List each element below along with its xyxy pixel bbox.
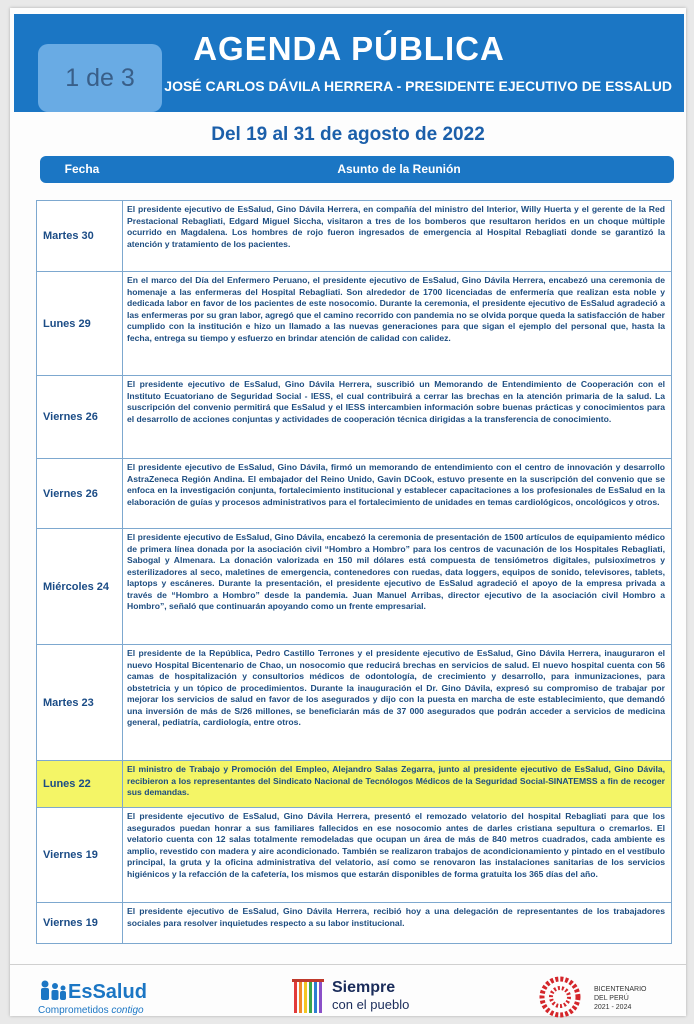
page-title: AGENDA PÚBLICA <box>193 30 505 67</box>
essalud-tagline: Comprometidos contigo <box>38 1005 144 1016</box>
bicentenario-logo <box>538 975 678 1017</box>
column-header-date: Fecha <box>64 162 100 176</box>
essalud-logo <box>38 979 188 1015</box>
row-date: Lunes 29 <box>37 272 123 375</box>
row-description: El presidente ejecutivo de EsSalud, Gino Dávila, firmó un memorando de entendimiento con el centro de innovación y desarrollo AstraZeneca Región Andina. El embajador del Reino Unido, Gavin DCook, estuvo presente en la suscripción del convenio que se enfoca en la investigación conjunta, fortalecimiento institucional y establecer capacitaciones a los profesionales de EsSalud en la elaboración de guías y procesos administrativos para el fortalecimiento de unidades en temas cardiológicos, oncológicos y otros. <box>127 462 665 507</box>
row-date: Viernes 19 <box>37 903 123 943</box>
table-row <box>37 903 671 943</box>
table-row <box>37 529 671 645</box>
agenda-table <box>36 200 672 944</box>
ribbon-stripes-icon <box>292 977 328 1015</box>
table-header <box>40 156 674 183</box>
siempre-con-el-pueblo-logo <box>292 975 432 1017</box>
table-row <box>37 201 671 272</box>
document-page <box>10 8 686 1016</box>
page-subtitle: JOSÉ CARLOS DÁVILA HERRERA - PRESIDENTE EJECUTIVO DE ESSALUD <box>164 78 672 94</box>
table-row <box>37 808 671 903</box>
siempre-line2: con el pueblo <box>332 997 410 1012</box>
row-description: El presidente ejecutivo de EsSalud, Gino Dávila, encabezó la ceremonia de presentación de 1500 artículos de equipamiento médico de primera línea donada por la asociación civil “Hombro a Hombro” para los centros de vacunación de los Hospitales Rebagliati, Sabogal y Almenara. La donación valorizada en 150 mil dólares está compuesta de tensiómetros digitales, pulsioxímetros y esterilizadores al seco, maletines de emergencia, contenedores con ruedas, data loggers, equipos de sonido, televisores, tablets, laptops y escáneres. Durante la presentación, el presidente ejecutivo de EsSalud agradeció el apoyo de la empresa privada a través de “Hombro a Hombro” desde la pandemia. Juan Manuel Arribas, director ejecutivo de la asociación civil Hombro a Hombro”, señaló que continuarán apoyando como un frente empresarial. <box>127 532 665 612</box>
column-header-subject: Asunto de la Reunión <box>337 162 461 176</box>
table-row <box>37 272 671 376</box>
table-row <box>37 376 671 459</box>
row-date: Miércoles 24 <box>37 529 123 644</box>
essalud-brand: EsSalud <box>68 981 147 1003</box>
row-description: En el marco del Día del Enfermero Peruano, el presidente ejecutivo de EsSalud, Gino Dávila Herrera, encabezó una ceremonia de homenaje a las enfermeras del Hospital Rebagliati. Son alrededor de 1700 licenciadas de enfermería que realizan esta noble y dedicada labor en favor de los pacientes de este nosocomio. Durante la ceremonia, el presidente ejecutivo de EsSalud agradeció a las enfermeras por su gran labor, agregó que el camino recorrido con pandemia no se olvida porque queda la satisfacción de haber cumplido con la institución e hizo un llamado a las nuevas generaciones para que sigan el ejemplo del personal que, hasta la fecha, entrega su tiempo y esfuerzo en brindar atención de calidad con calidez. <box>127 275 665 343</box>
row-description: El presidente ejecutivo de EsSalud, Gino Dávila Herrera, presentó el remozado velatorio del hospital Rebagliati para que los asegurados puedan honrar a sus familiares fallecidos en ese nosocomio antes de darles cristiana sepultura o cremarlos. El velatorio cuenta con 12 salas totalmente remodeladas que ocupan un área de más de 840 metros cuadrados, cada ambiente es amplio, revestido con madera y aire acondicionado. También se realizaron trabajos de acondicionamiento y pintado en el vestíbulo principal, la gruta y la oficina administrativa del velatorio, así como se renovaron las instalaciones sanitarias de los servicios higiénicos y la refacción de la cafetería, los mismos que estarán disponibles de forma gratuita los 365 días del año. <box>127 811 665 879</box>
row-date: Viernes 26 <box>37 376 123 458</box>
siempre-line1: Siempre <box>332 979 396 996</box>
family-icon <box>38 979 68 1003</box>
row-date: Viernes 26 <box>37 459 123 528</box>
row-description: El presidente ejecutivo de EsSalud, Gino Dávila Herrera, en compañía del ministro del Interior, Willy Huerta y el gerente de la Red Prestacional Rebagliati, Edgard Miguel Siccha, visitaron a tres de los bomberos que resultaron heridos en un choque múltiple ocurrido en Magdalena. Los hombres de rojo fueron ingresados de emergencia al Hospital Rebagliati donde se garantizó la atención y tratamiento de los pacientes. <box>127 204 665 249</box>
row-date: Martes 30 <box>37 201 123 271</box>
table-row-highlighted <box>37 761 671 808</box>
footer-logos <box>10 964 686 1017</box>
row-date: Martes 23 <box>37 645 123 760</box>
page-counter-badge: 1 de 3 <box>38 44 162 112</box>
row-date: Viernes 19 <box>37 808 123 902</box>
row-description: El presidente de la República, Pedro Castillo Terrones y el presidente ejecutivo de EsSalud, Gino Dávila Herrera, inauguraron el nuevo Hospital Bicentenario de Chao, un nosocomio que reducirá brechas en servicios de salud. El nuevo hospital cuenta con 56 camas de hospitalización y consultorios médicos de odontología, de crecimiento y desarrollo, para inmunizaciones, para obstetricia y un tópico de procedimientos. Durante la inauguración el Dr. Gino Dávila, expresó su compromiso de trabajar por mejorar los servicios de salud en favor de los asegurados y dijo con la puesta en marcha de este establecimiento, que demandó una inversión de más de S/26 millones, se beneficiarán más de 37 000 asegurados que podrán acceder a servicios de medicina general, pediatría, cardiología, entre otros. <box>127 648 665 728</box>
row-description: El presidente ejecutivo de EsSalud, Gino Dávila Herrera, recibió hoy a una delegación de representantes de los trabajadores sociales para resolver inquietudes respecto a su labor institucional. <box>127 906 665 928</box>
table-row <box>37 645 671 761</box>
row-description: El ministro de Trabajo y Promoción del Empleo, Alejandro Salas Zegarra, junto al presidente ejecutivo de EsSalud, Gino Dávila, recibieron a los representantes del Sindicato Nacional de Tecnólogos Médicos de la Seguridad Social-SINATEMSS a fin de recoger sus demandas. <box>127 764 665 798</box>
date-range-heading: Del 19 al 31 de agosto de 2022 <box>211 124 485 145</box>
table-row <box>37 459 671 529</box>
bicentenario-emblem-icon <box>538 975 586 1019</box>
row-date: Lunes 22 <box>37 761 123 807</box>
row-description: El presidente ejecutivo de EsSalud, Gino Dávila Herrera, suscribió un Memorando de Entendimiento de Cooperación con el Instituto Ecuatoriano de Seguridad Social - IESS, el cual contribuirá a cerrar las brechas en la atención primaria de la salud. La suscripción del convenio permitirá que EsSalud y el IESS intercambien información sobre buenas prácticas y conocimientos para el desarrollo de acciones conjuntas y actividades de cooperación técnica dirigidas a la transferencia de conocimiento. <box>127 379 665 424</box>
bicentenario-text: BICENTENARIO DEL PERÚ 2021 - 2024 <box>594 986 647 1011</box>
